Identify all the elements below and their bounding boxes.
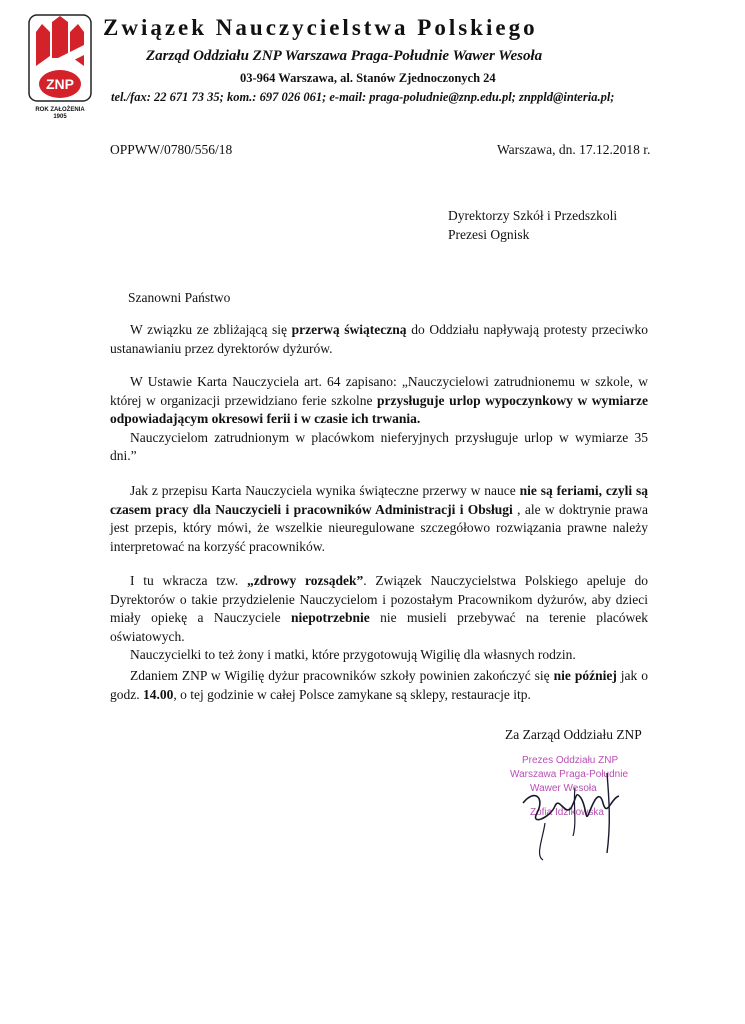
logo-text: ZNP [46,76,74,92]
salutation: Szanowni Państwo [128,290,231,305]
p4-text-e: nie musieli przebywać na terenie placówek oświatowych. [110,610,648,644]
contact-phones: tel./fax: 22 671 73 35; kom.: 697 026 061; e-mail: [111,90,370,104]
recipient-line-2: Prezesi Ognisk [448,227,530,242]
reference-number: OPPWW/0780/556/18 [110,142,233,157]
paragraph-3 [110,482,648,556]
logo-caption-founded: ROK ZAŁOŻENIA [35,107,85,113]
p4-bold-a: „zdrowy rozsądek” [246,573,364,588]
recipient-line-1: Dyrektorzy Szkół i Przedszkoli [448,208,618,223]
p6-text-a: Zdaniem ZNP w Wigilię dyżur pracowników szkoły powinien zakończyć się [130,668,554,683]
p1-text-c: do Oddziału napływają protesty przeciwko ustanawianiu przez dyrektorów dyżurów. [110,322,648,356]
p6-bold-time: 14.00 [143,686,174,702]
p6-text-e: , o tej godzinie w całej Polsce zamykane są sklepy, restauracje itp. [173,686,531,702]
logo-caption-year: 1905 [53,114,67,120]
p3-bold: nie są feriami, czyli są czasem pracy dla Nauczycieli i pracowników Administracji i Obsługi [110,483,648,517]
p2-bold: przysługuje urlop wypoczynkowy w wymiarze odpowiadającym okresowi ferii i w czasie ich trwania. [110,392,648,426]
paragraph-5 [110,646,648,665]
contact-line [111,90,614,105]
paragraph-2 [110,373,648,466]
paragraph-6 [110,667,648,704]
handwritten-signature-icon [515,768,635,863]
stamp-line-2: Warszawa Praga-Południe [510,769,629,780]
stamp-line-3: Wawer Wesoła [530,783,597,794]
organization-name: Związek Nauczycielstwa Polskiego [103,15,538,40]
znp-logo [28,14,92,118]
branch-name: Zarząd Oddziału ZNP Warszawa Praga-Południe Wawer Wesoła [146,48,543,64]
p3-text-a: Jak z przepisu Karta Nauczyciela wynika świąteczne przerwy w nauce [130,483,520,498]
p4-text-a: I tu wkracza tzw. [130,573,247,588]
paragraph-4 [110,572,648,646]
email-link-1[interactable]: praga-poludnie@znp.edu.pl [369,90,512,104]
stamp-line-4: Zofia Idzikowska [530,807,604,818]
p4-bold-b: niepotrzebnie [291,610,370,625]
p6-text-c: jak o godz. [110,668,648,702]
znp-emblem-icon [28,14,92,102]
p1-text-a: W związku ze zbliżającą się [130,322,292,337]
letter-date: Warszawa, dn. 17.12.2018 r. [497,142,651,157]
p3-text-c: , ale w doktrynie prawa jest przepis, który mówi, że wszelkie nieuregulowane szczegółowo rozwiązania prawne należy interpretować na korzyść pracowników. [110,501,648,554]
p5-text: Nauczycielki to też żony i matki, które przygotowują Wigilię dla własnych rodzin. [130,647,576,662]
signature-label: Za Zarząd Oddziału ZNP [505,727,642,742]
p4-text-c: . Związek Nauczycielstwa Polskiego apeluje do Dyrektorów o takie przydzielenie Nauczycielom i pozostałym Pracownikom dyżurów, aby dzieci miały opiekę a Nauczyciele [110,573,648,625]
stamp-line-1: Prezes Oddziału ZNP [522,755,619,766]
contact-separator: ; [511,90,519,104]
contact-end: ; [610,90,615,104]
p6-bold-a: nie później [553,668,617,683]
email-link-2[interactable]: znppld@interia.pl [518,90,611,104]
p1-bold: przerwą świąteczną [291,322,407,337]
paragraph-1 [110,321,648,358]
p2-text-a: W Ustawie Karta Nauczyciela art. 64 zapisano: „Nauczycielowi zatrudnionemu w szkole, w której w organizacji przewidziano ferie szkolne [110,374,648,408]
postal-address: 03-964 Warszawa, al. Stanów Zjednoczonych 24 [240,71,496,85]
p2-text-c: Nauczycielom zatrudnionym w placówkom nieferyjnych przysługuje urlop w wymiarze 35 dni.” [110,429,648,463]
